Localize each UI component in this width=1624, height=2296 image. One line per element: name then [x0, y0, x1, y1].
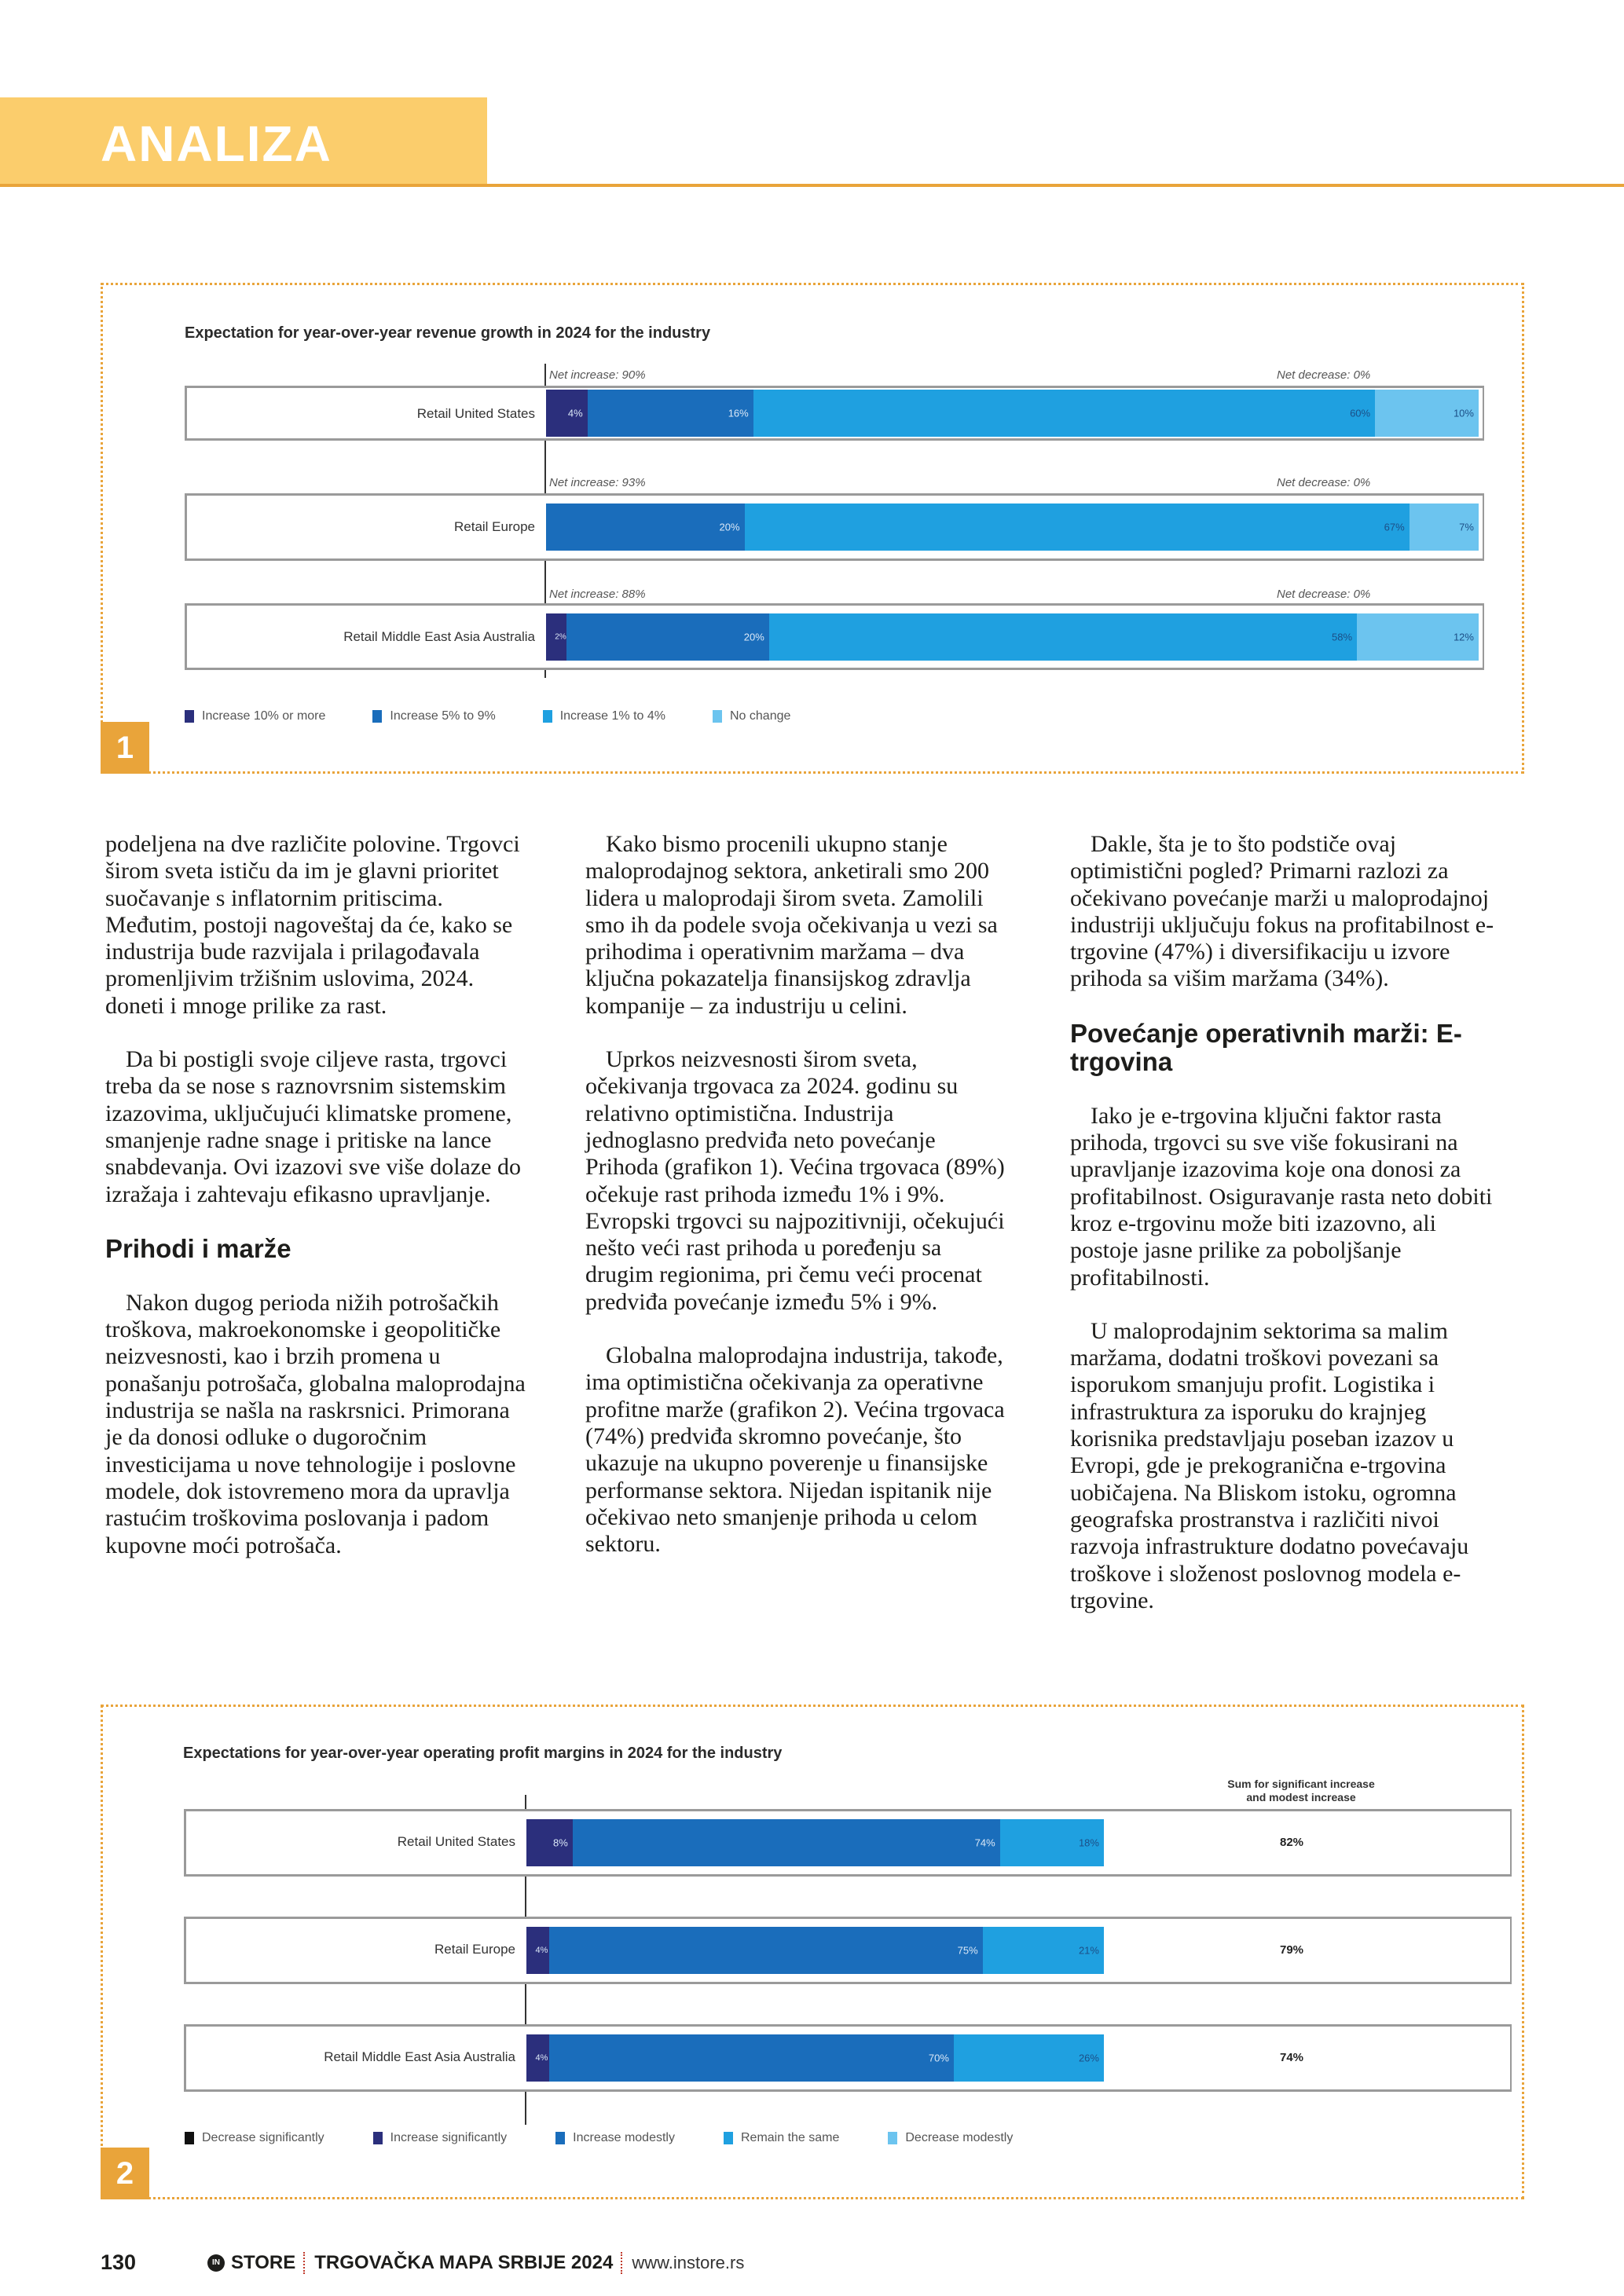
net-decrease-label: Net decrease: 0%: [1277, 476, 1371, 489]
legend-item: No change: [713, 709, 790, 723]
legend-swatch: [373, 2132, 383, 2144]
paragraph: Kako bismo procenili ukupno stanje maloprodajnog sektora, anketirali smo 200 lidera u maloprodaji širom sveta. Zamolili smo ih da podele svoja očekivanja u vezi sa prihodima i operativnim maržama – dva ključna pokazatelja finansijskog zdravlja kompanije – za industriju u celini.: [585, 831, 998, 1019]
bar-segment: 74%: [573, 1819, 1000, 1866]
chart-number-badge: 1: [101, 722, 149, 774]
sum-column-header: Sum for significant increase and modest increase: [1227, 1778, 1375, 1803]
bar-segment: 70%: [549, 2034, 954, 2082]
bar-segment: 16%: [588, 390, 753, 437]
bar-segment: 20%: [566, 613, 769, 661]
chart-title: Expectations for year-over-year operating profit margins in 2024 for the industry: [183, 1745, 783, 1762]
bar-segment: 10%: [1375, 390, 1479, 437]
bar-segment: 18%: [1000, 1819, 1104, 1866]
legend-item: Decrease modestly: [888, 2131, 1013, 2145]
paragraph: Globalna maloprodajna industrija, takođe, ima optimistična očekivanja za operativne profitne marže (grafikon 2). Većina trgovaca (74%) predviđa skromno povećanje, što ukazuje na ukupno poverenje u finansijske performanse sektora. Nijedan ispitanik nije očekivao neto smanjenje prihoda u celom sektoru.: [585, 1342, 1005, 1558]
legend-swatch: [724, 2132, 733, 2144]
net-decrease-label: Net decrease: 0%: [1277, 588, 1371, 601]
footer-separator: [621, 2252, 624, 2274]
category-label: Retail Europe: [434, 1942, 515, 1957]
legend-swatch: [185, 2132, 194, 2144]
category-label: Retail United States: [397, 1834, 515, 1849]
category-label: Retail Middle East Asia Australia: [343, 629, 535, 644]
net-increase-label: Net increase: 88%: [549, 588, 646, 601]
page-number: 130: [101, 2250, 137, 2274]
bar-segment: 26%: [954, 2034, 1104, 2082]
legend-swatch: [555, 2132, 565, 2144]
legend-item: Decrease significantly: [185, 2131, 324, 2145]
chart-operating-margins: [101, 1705, 1524, 2199]
sum-value: 82%: [1280, 1836, 1304, 1849]
paragraph: Nakon dugog perioda nižih potrošačkih troškova, makroekonomske i geopolitičke neizvesnosti, kao i brzih promena u ponašanju potrošača, globalna maloprodajna industrija se našla na raskrsnici. Primorana je da donosi odluke o dugoročnim investicijama u nove tehnologije i poslovne modele, dok istovremeno mora da upravlja rastućim troškovima poslovanja i padom kupovne moći potrošača.: [105, 1289, 526, 1558]
legend-item: Increase significantly: [373, 2131, 508, 2145]
bar-segment: 60%: [753, 390, 1375, 437]
legend-item: Increase modestly: [555, 2131, 675, 2145]
legend-swatch: [713, 710, 722, 723]
sum-value: 79%: [1280, 1943, 1304, 1957]
bar-segment: 4%: [526, 2034, 549, 2082]
bar-segment: 67%: [745, 504, 1410, 551]
paragraph: Iako je e-trgovina ključni faktor rasta prihoda, trgovci su sve više fokusirani na upravljanje izazovima koje ona donosi za profitabilnost. Osiguravanje rasta neto dobiti kroz e-trgovinu može biti izazovno, ali postoje jasne prilike za poboljšanje profitabilnosti.: [1070, 1102, 1493, 1291]
chart-number-badge: 2: [101, 2148, 149, 2199]
stacked-bar: [546, 613, 1479, 661]
instore-logo-icon: IN: [207, 2254, 225, 2272]
stacked-bar: [546, 504, 1479, 551]
paragraph: podeljena na dve različite polovine. Trgovci širom sveta ističu da im je glavni prioritet suočavanje s inflatornim pritiscima. Međutim, postoji nagoveštaj da će, kako se industrija bude razvijala i prilagođavala promenljivim tržišnim uslovima, 2024. doneti i mnoge prilike za rast.: [105, 831, 520, 1019]
chart-legend: [185, 709, 790, 723]
category-label: Retail Europe: [453, 519, 535, 534]
stacked-bar: [526, 2034, 1104, 2082]
legend-swatch: [543, 710, 552, 723]
section-header-tab: [0, 97, 487, 184]
brand-name: STORE: [231, 2251, 296, 2273]
subheading: Prihodi i marže: [105, 1233, 291, 1263]
bar-segment: 2%: [546, 613, 566, 661]
bar-segment: 4%: [526, 1927, 549, 1974]
category-label: Retail Middle East Asia Australia: [324, 2049, 515, 2064]
paragraph: Uprkos neizvesnosti širom sveta, očekivanja trgovaca za 2024. godinu su relativno optimistična. Industrija jednoglasno predviđa neto povećanje Prihoda (grafikon 1). Većina trgovaca (89%) očekuje rast prihoda između 1% i 9%. Evropski trgovci su najpozitivniji, očekujući nešto veći rast prihoda u poređenju sa drugim regionima, pri čemu veći procenat predviđa povećanje između 5% i 9%.: [585, 1046, 1005, 1315]
sum-value: 74%: [1280, 2051, 1304, 2064]
stacked-bar: [526, 1819, 1104, 1866]
bar-segment: 4%: [546, 390, 588, 437]
bar-segment: 12%: [1357, 613, 1479, 661]
article-column-1: [105, 831, 530, 1586]
bar-segment: 7%: [1410, 504, 1479, 551]
stacked-bar: [526, 1927, 1104, 1974]
paragraph: Da bi postigli svoje ciljeve rasta, trgovci treba da se nose s raznovrsnim sistemskim izazovima, uključujući klimatske promene, smanjenje radne snage i pritiske na lance snabdevanja. Ovi izazovi sve više dolaze do izražaja i zahtevaju efikasno upravljanje.: [105, 1046, 521, 1207]
bar-segment: 20%: [546, 504, 745, 551]
subheading: Povećanje operativnih marži: E-trgovina: [1070, 1018, 1462, 1076]
paragraph: Dakle, šta je to što podstiče ovaj optimistični pogled? Primarni razlozi za očekivano povećanje marži u maloprodajnoj industriji uključuju fokus na profitabilnost e-trgovine (47%) i diversifikaciju u izvore prihoda sa višim maržama (34%).: [1070, 831, 1494, 992]
stacked-bar: [546, 390, 1479, 437]
bar-segment: 58%: [769, 613, 1357, 661]
legend-item: Increase 10% or more: [185, 709, 325, 723]
bar-segment: 75%: [549, 1927, 982, 1974]
chart-revenue-growth: [101, 283, 1524, 774]
legend-swatch: [888, 2132, 897, 2144]
footer-separator: [303, 2252, 306, 2274]
article-column-3: [1070, 831, 1494, 1641]
website-link[interactable]: www.instore.rs: [632, 2252, 745, 2272]
category-label: Retail United States: [416, 406, 535, 421]
paragraph: U maloprodajnim sektorima sa malim maržama, dodatni troškovi povezani sa isporukom smanjuju profit. Logistika i infrastruktura za isporuku do krajnjeg korisnika predstavljaju poseban izazov u Evropi, gde je prekogranična e-trgovina uobičajena. Na Bliskom istoku, ogromna geografska prostranstva i različiti nivoi razvoja infrastrukture dodatno povećavaju troškove i složenost poslovnog modela e-trgovine.: [1070, 1317, 1469, 1613]
publication-title: TRGOVAČKA MAPA SRBIJE 2024: [314, 2251, 614, 2273]
net-increase-label: Net increase: 90%: [549, 368, 646, 382]
page-footer: [101, 2250, 744, 2275]
legend-item: Remain the same: [724, 2131, 839, 2145]
legend-item: Increase 5% to 9%: [372, 709, 495, 723]
bar-segment: 21%: [983, 1927, 1104, 1974]
chart-title: Expectation for year-over-year revenue growth in 2024 for the industry: [185, 324, 711, 342]
legend-item: Increase 1% to 4%: [543, 709, 665, 723]
legend-swatch: [372, 710, 382, 723]
legend-swatch: [185, 710, 194, 723]
article-column-2: [585, 831, 1010, 1584]
bar-segment: 8%: [526, 1819, 573, 1866]
net-increase-label: Net increase: 93%: [549, 476, 646, 489]
net-decrease-label: Net decrease: 0%: [1277, 368, 1371, 382]
header-rule: [0, 184, 1624, 187]
section-title: ANALIZA: [101, 115, 332, 172]
chart-legend: [185, 2131, 1013, 2145]
